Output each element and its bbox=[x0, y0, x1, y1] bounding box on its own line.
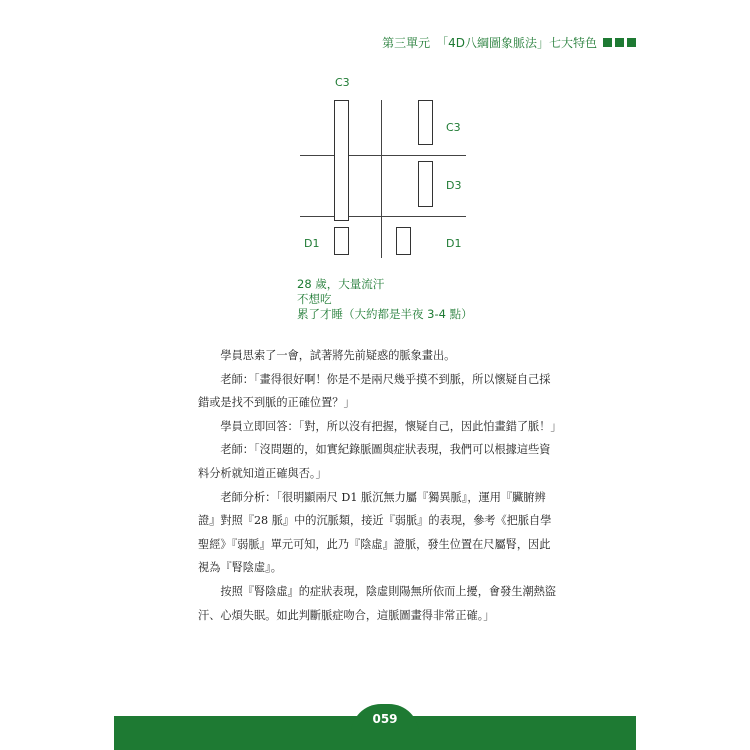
body-text bbox=[198, 344, 560, 627]
note-line: 累了才睡（大約都是半夜 3-4 點） bbox=[297, 307, 473, 321]
pulse-diagram bbox=[300, 76, 470, 260]
diagram-horizontal-line-upper bbox=[300, 155, 466, 156]
page-number: 059 bbox=[372, 712, 398, 726]
paragraph: 按照『腎陰虛』的症狀表現，陰虛則陽無所依而上擾，會發生潮熱盜汗、心煩失眠。如此判斷脈症吻合，這脈圖畫得非常正確。」 bbox=[198, 584, 557, 622]
running-header bbox=[382, 34, 636, 51]
pulse-bar-left-lower bbox=[334, 227, 349, 255]
paragraph: 學員思索了一會，試著將先前疑惑的脈象畫出。 bbox=[220, 349, 456, 362]
label-d1-left: D1 bbox=[304, 237, 320, 250]
note-line: 不想吃 bbox=[297, 292, 332, 306]
pulse-bar-left-upper bbox=[334, 100, 349, 221]
pulse-bar-right-upper bbox=[418, 100, 433, 145]
label-d1-right: D1 bbox=[446, 237, 462, 250]
paragraph: 老師：「沒問題的，如實紀錄脈圖與症狀表現，我們可以根據這些資料分析就知道正確與否。」 bbox=[198, 443, 551, 480]
paragraph: 學員立即回答：「對，所以沒有把握，懷疑自己，因此怕畫錯了脈！」 bbox=[220, 419, 562, 433]
pulse-bar-right-lower bbox=[396, 227, 411, 255]
header-square-icon bbox=[603, 38, 612, 47]
diagram-vertical-line bbox=[381, 100, 382, 258]
note-line: 28 歲，大量流汗 bbox=[297, 277, 385, 291]
paragraph: 老師：「畫得很好啊！你是不是兩尺幾乎摸不到脈，所以懷疑自己採錯或是找不到脈的正確位置？」 bbox=[198, 372, 551, 410]
label-d3-right: D3 bbox=[446, 179, 462, 192]
label-c3-right: C3 bbox=[446, 121, 461, 134]
diagram-horizontal-line-lower bbox=[300, 216, 466, 217]
label-c3-top: C3 bbox=[335, 76, 350, 89]
header-square-icon bbox=[627, 38, 636, 47]
header-title: 第三單元 「4D八綱圖象脈法」七大特色 bbox=[382, 36, 597, 50]
symptom-notes bbox=[297, 277, 473, 322]
pulse-bar-right-middle bbox=[418, 161, 433, 207]
paragraph: 老師分析：「很明顯兩尺 D1 脈沉無力屬『獨異脈』，運用『臟腑辨證』對照『28 脈』中的沉脈類，接近『弱脈』的表現，參考《把脈自學聖經》『弱脈』單元可知，此乃『陰虛』證脈，發生位置在尺屬腎，因此視為『腎陰虛』。 bbox=[198, 490, 552, 575]
header-square-icon bbox=[615, 38, 624, 47]
